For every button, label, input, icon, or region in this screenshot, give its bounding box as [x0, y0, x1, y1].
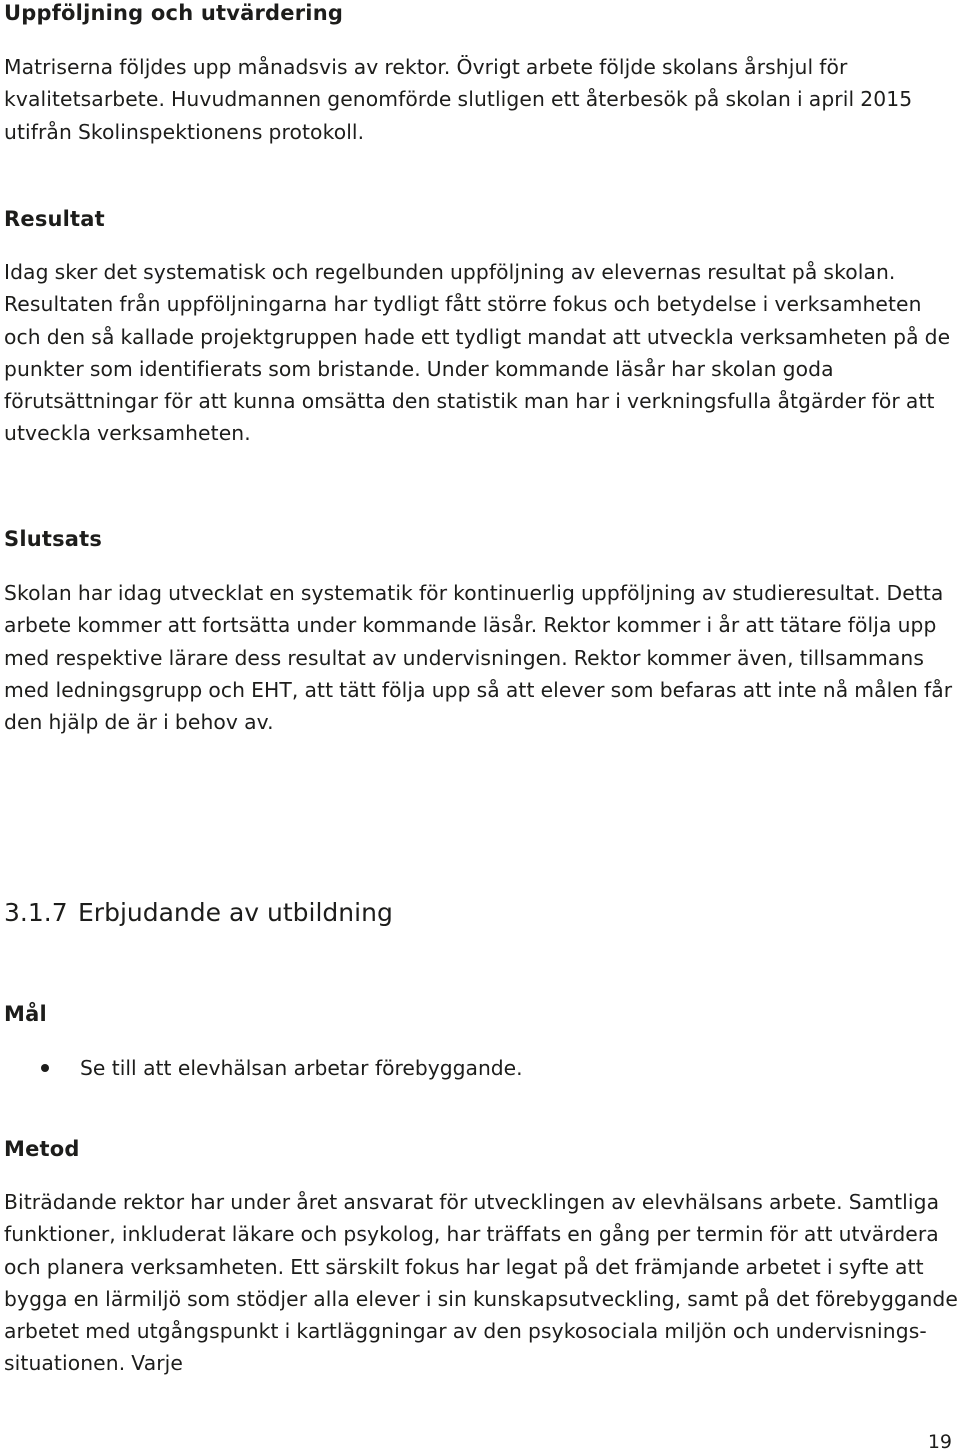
list-item: [4, 1053, 523, 1083]
bullet-icon: [41, 1064, 49, 1072]
heading-mal: Mål: [4, 1002, 47, 1026]
page-number: 19: [927, 1431, 952, 1453]
chapter-number: 3.1.7: [4, 898, 68, 927]
paragraph-uppfoljning: Matriserna följdes upp månadsvis av rektor. Övrigt arbete följde skolans årshjul för kvalitetsarbete. Huvudmannen genomförde slutligen ett återbesök på skolan i april 2015 utifrån Skolinspektionens protokoll.: [4, 55, 913, 144]
heading-resultat: Resultat: [4, 207, 105, 231]
paragraph-resultat: Idag sker det systematisk och regelbunden uppföljning av elevernas resultat på skolan. Resultaten från uppföljningarna har tydligt fått större fokus och betydelse i verksamheten och den så kallade projektgruppen hade ett tydligt mandat att utveckla verksamheten på de punkter som identifierats som bristande. Under kommande läsår har skolan goda förutsättningar för att kunna omsätta den statistik man har i verkningsfulla åtgärder för att utveckla verksamheten.: [4, 260, 951, 446]
list-item-text: Se till att elevhälsan arbetar förebyggande.: [80, 1056, 523, 1080]
heading-metod: Metod: [4, 1137, 80, 1161]
paragraph-slutsats: Skolan har idag utvecklat en systematik för kontinuerlig uppföljning av studieresultat. Detta arbete kommer att fortsätta under kommande läsår. Rektor kommer i år att tätare följa upp med respektive lärare dess resultat av undervisningen. Rektor kommer även, tillsammans med ledningsgrupp och EHT, att tätt följa upp så att elever som befaras att inte nå målen får den hjälp de är i behov av.: [4, 581, 953, 735]
paragraph-metod: Biträdande rektor har under året ansvarat för utvecklingen av elevhälsans arbete. Samtliga funktioner, inkluderat läkare och psykolog, har träffats en gång per termin för att utvärdera och planera verksamheten. Ett särskilt fokus har legat på det främjande arbetet i syfte att bygga en lärmiljö som stödjer alla elever i sin kunskapsutveckling, samt på det förebyggande arbetet med utgångspunkt i kartläggningar av den psykosociala miljön och undervisnings- situationen. Varje: [4, 1190, 958, 1376]
heading-slutsats: Slutsats: [4, 527, 103, 551]
chapter-title: Erbjudande av utbildning: [78, 898, 393, 927]
heading-uppfoljning: Uppföljning och utvärdering: [4, 1, 344, 25]
goal-list: [4, 1053, 523, 1083]
chapter-heading: [4, 898, 393, 928]
